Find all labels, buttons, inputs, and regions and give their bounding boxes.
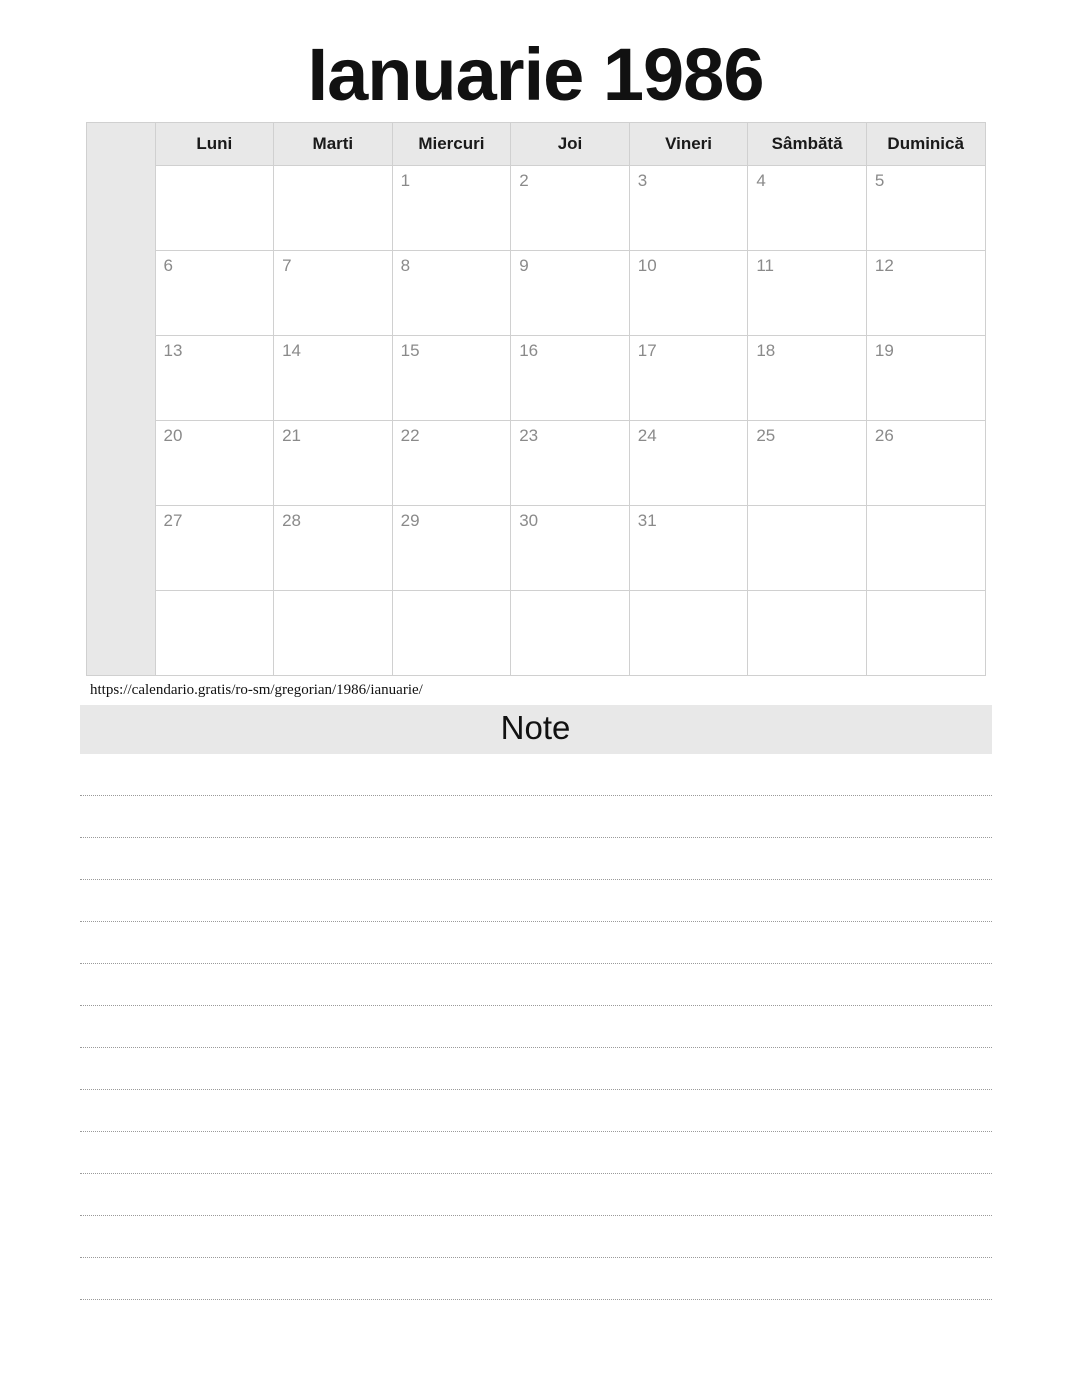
weekday-header-thursday: Joi: [511, 123, 630, 166]
weekday-header-monday: Luni: [155, 123, 274, 166]
calendar-day-cell[interactable]: [748, 251, 867, 336]
weekday-header-friday: Vineri: [629, 123, 748, 166]
day-number: 15: [400, 341, 420, 360]
weekday-header-sunday: Duminică: [866, 123, 985, 166]
notes-heading: Note: [80, 705, 992, 754]
calendar-day-cell[interactable]: [629, 506, 748, 591]
calendar-day-cell[interactable]: [274, 251, 393, 336]
calendar-table: [86, 122, 986, 676]
day-number: 6: [163, 256, 173, 275]
day-number: 9: [519, 256, 529, 275]
day-number: [867, 506, 985, 512]
day-number: 19: [874, 341, 894, 360]
note-line[interactable]: [80, 964, 992, 1006]
day-number: 28: [282, 511, 301, 530]
calendar-day-cell[interactable]: [274, 591, 393, 676]
day-number: [393, 591, 511, 597]
notes-lines[interactable]: [80, 754, 992, 1300]
day-number: 21: [282, 426, 301, 445]
day-number: 5: [874, 171, 885, 190]
day-number: 23: [519, 426, 539, 445]
weekday-header-tuesday: Marti: [274, 123, 393, 166]
calendar-week-row: [86, 591, 985, 676]
day-number: 31: [637, 511, 657, 530]
calendar-header-row: [86, 123, 985, 166]
calendar-day-cell[interactable]: [155, 421, 274, 506]
calendar-day-cell[interactable]: [155, 251, 274, 336]
day-number: 2: [519, 171, 529, 190]
calendar-day-cell[interactable]: [748, 166, 867, 251]
day-number: 20: [163, 426, 183, 445]
day-number: 18: [756, 341, 776, 360]
day-number: [630, 591, 748, 597]
day-number: 26: [874, 426, 894, 445]
calendar-day-cell[interactable]: [511, 506, 630, 591]
calendar-day-cell[interactable]: [866, 166, 985, 251]
day-number: 30: [519, 511, 539, 530]
note-line[interactable]: [80, 1216, 992, 1258]
calendar-day-cell[interactable]: [866, 506, 985, 591]
calendar-week-row: [86, 421, 985, 506]
calendar-day-cell[interactable]: [629, 336, 748, 421]
calendar-day-cell[interactable]: [866, 591, 985, 676]
source-url[interactable]: https://calendario.gratis/ro-sm/gregorian/1986/ianuarie/: [90, 682, 423, 698]
calendar-day-cell[interactable]: [629, 251, 748, 336]
calendar-day-cell[interactable]: [866, 336, 985, 421]
calendar-day-cell[interactable]: [274, 166, 393, 251]
calendar-left-gutter: [86, 123, 155, 676]
day-number: 25: [756, 426, 776, 445]
day-number: 27: [163, 511, 183, 530]
calendar-week-row: [86, 166, 985, 251]
weekday-header-wednesday: Miercuri: [392, 123, 511, 166]
calendar-day-cell[interactable]: [511, 166, 630, 251]
day-number: [156, 591, 274, 597]
note-line[interactable]: [80, 880, 992, 922]
note-line[interactable]: [80, 754, 992, 796]
note-line[interactable]: [80, 1174, 992, 1216]
day-number: 14: [282, 341, 301, 360]
calendar-day-cell[interactable]: [748, 506, 867, 591]
calendar-day-cell[interactable]: [155, 591, 274, 676]
calendar-day-cell[interactable]: [392, 591, 511, 676]
note-line[interactable]: [80, 1090, 992, 1132]
calendar-week-row: [86, 336, 985, 421]
calendar-day-cell[interactable]: [511, 421, 630, 506]
day-number: 17: [637, 341, 657, 360]
day-number: [867, 591, 985, 597]
day-number: 4: [756, 171, 766, 190]
calendar-day-cell[interactable]: [392, 506, 511, 591]
weekday-header-saturday: Sâmbătă: [748, 123, 867, 166]
note-line[interactable]: [80, 1048, 992, 1090]
day-number: 13: [163, 341, 183, 360]
day-number: [511, 591, 629, 597]
calendar-day-cell[interactable]: [392, 336, 511, 421]
calendar-day-cell[interactable]: [274, 506, 393, 591]
note-line[interactable]: [80, 838, 992, 880]
calendar-day-cell[interactable]: [392, 251, 511, 336]
calendar-day-cell[interactable]: [392, 166, 511, 251]
day-number: 22: [400, 426, 420, 445]
note-line[interactable]: [80, 1006, 992, 1048]
day-number: [274, 166, 392, 172]
calendar-day-cell[interactable]: [866, 251, 985, 336]
calendar-week-row: [86, 506, 985, 591]
day-number: 8: [400, 256, 411, 275]
page-title: Ianuarie 1986: [307, 33, 764, 116]
day-number: [274, 591, 392, 597]
day-number: 10: [637, 256, 657, 275]
calendar-day-cell[interactable]: [274, 336, 393, 421]
calendar-day-cell[interactable]: [511, 591, 630, 676]
calendar-day-cell[interactable]: [629, 421, 748, 506]
calendar-day-cell[interactable]: [629, 591, 748, 676]
calendar-day-cell[interactable]: [866, 421, 985, 506]
notes-section: [80, 705, 992, 1300]
calendar-day-cell[interactable]: [629, 166, 748, 251]
day-number: [156, 166, 274, 172]
day-number: 7: [282, 256, 292, 275]
day-number: 1: [400, 171, 411, 190]
day-number: [748, 591, 866, 597]
day-number: 29: [400, 511, 420, 530]
calendar-day-cell[interactable]: [392, 421, 511, 506]
calendar-day-cell[interactable]: [748, 591, 867, 676]
calendar-day-cell[interactable]: [748, 336, 867, 421]
note-line[interactable]: [80, 796, 992, 838]
calendar-day-cell[interactable]: [155, 166, 274, 251]
calendar-day-cell[interactable]: [155, 336, 274, 421]
calendar-day-cell[interactable]: [155, 506, 274, 591]
day-number: [748, 506, 866, 512]
calendar-day-cell[interactable]: [511, 336, 630, 421]
day-number: 12: [874, 256, 894, 275]
day-number: 24: [637, 426, 657, 445]
day-number: 11: [756, 256, 774, 275]
calendar-week-row: [86, 251, 985, 336]
calendar-container: [86, 122, 986, 676]
calendar-day-cell[interactable]: [274, 421, 393, 506]
note-line[interactable]: [80, 1258, 992, 1300]
calendar-day-cell[interactable]: [748, 421, 867, 506]
note-line[interactable]: [80, 1132, 992, 1174]
day-number: 16: [519, 341, 539, 360]
calendar-day-cell[interactable]: [511, 251, 630, 336]
note-line[interactable]: [80, 922, 992, 964]
day-number: 3: [637, 171, 648, 190]
